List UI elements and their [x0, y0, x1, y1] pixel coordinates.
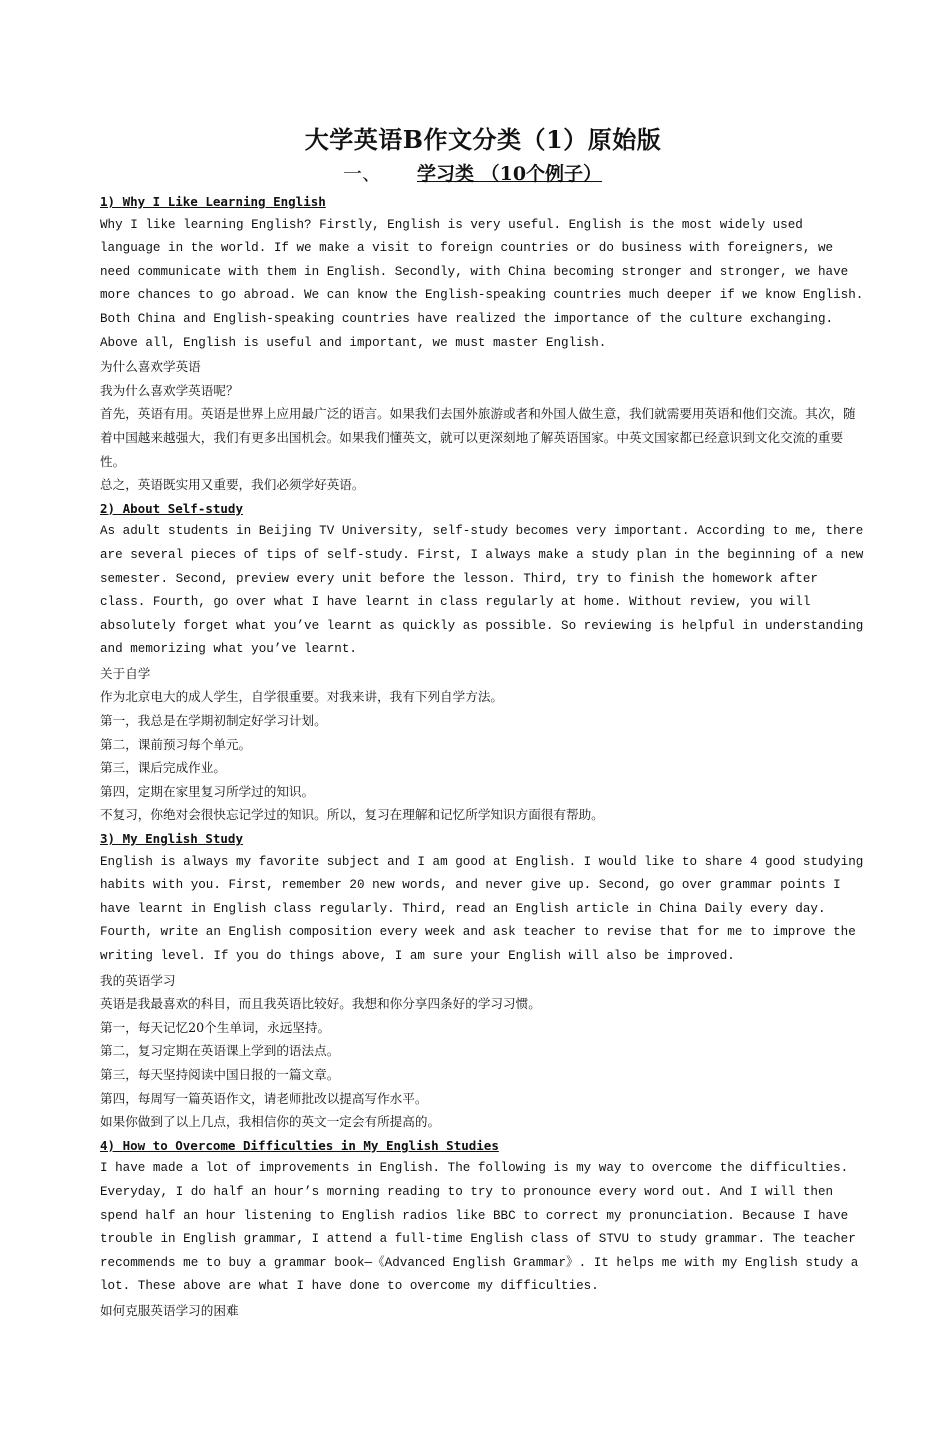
chinese-line: 第四，定期在家里复习所学过的知识。	[100, 783, 315, 799]
essay-list	[100, 190, 866, 1323]
chinese-line: 我为什么喜欢学英语呢？	[100, 382, 239, 398]
english-paragraph: As adult students in Beijing TV University, self-study becomes very important. According to me, there are several pieces of tips of self-study. First, I always make a study plan in the beginning of a new semester. Second, preview every unit before the lesson. Third, try to finish the homework after class. Fourth, go over what I have learnt in class regularly at home. Without review, you will absolutely forget what you’ve learnt as quickly as possible. So reviewing is helpful in understanding and memorizing what you’ve learnt.	[100, 524, 864, 657]
section-number: 一、	[343, 163, 382, 185]
chinese-line: 我的英语学习	[100, 972, 176, 988]
english-paragraph: English is always my favorite subject and I am good at English. I would like to share 4 good studying habits with you. First, remember 20 new words, and never give up. Second, go over grammar points I have learnt in English class regularly. Third, read an English article in China Daily every day. Fourth, write an English composition every week and ask teacher to revise that for me to improve the writing level. If you do things above, I am sure your English will also be improved.	[100, 854, 864, 963]
essay-title: 2) About Self-study	[100, 500, 243, 516]
essay-block	[100, 1134, 866, 1323]
chinese-line: 如果你做到了以上几点，我相信你的英文一定会有所提高的。	[100, 1114, 441, 1130]
chinese-line: 第三，每天坚持阅读中国日报的一篇文章。	[100, 1066, 340, 1082]
essay-block	[100, 827, 866, 1134]
chinese-line: 英语是我最喜欢的科目，而且我英语比较好。我想和你分享四条好的学习习惯。	[100, 996, 541, 1012]
essay-block	[100, 497, 866, 827]
chinese-line: 总之，英语既实用又重要，我们必须学好英语。	[100, 477, 365, 493]
chinese-line: 第四，每周写一篇英语作文，请老师批改以提高写作水平。	[100, 1090, 428, 1106]
chinese-line: 如何克服英语学习的困难	[100, 1302, 239, 1318]
english-paragraph: I have made a lot of improvements in English. The following is my way to overcome the difficulties. Everyday, I do half an hour’s morning reading to try to pronounce every word out. And I will then spend half an hour listening to English radios like BBC to correct my pronunciation. Because I have trouble in English grammar, I attend a full-time English class of STVU to study grammar. The teacher recommends me to buy a grammar book—《Advanced English Grammar》. It helps me with my English study a lot. These above are what I have done to overcome my difficulties.	[100, 1161, 859, 1294]
chinese-line: 第三，课后完成作业。	[100, 760, 226, 776]
chinese-line: 首先，英语有用。英语是世界上应用最广泛的语言。如果我们去国外旅游或者和外国人做生意，我们就需要用英语和他们交流。其次，随着中国越来越强大，我们有更多出国机会。如果我们懂英文，就可以更深刻地了解英语国家。中英文国家都已经意识到文化交流的重要性。	[100, 406, 856, 469]
chinese-line: 第一，我总是在学期初制定好学习计划。	[100, 713, 327, 729]
chinese-line: 不复习，你绝对会很快忘记学过的知识。所以，复习在理解和记忆所学知识方面很有帮助。	[100, 807, 604, 823]
chinese-line: 关于自学	[100, 665, 151, 681]
chinese-line: 作为北京电大的成人学生，自学很重要。对我来讲，我有下列自学方法。	[100, 689, 503, 705]
essay-title: 4) How to Overcome Difficulties in My English Studies	[100, 1137, 499, 1153]
essay-title: 1) Why I Like Learning English	[100, 194, 326, 209]
english-paragraph: Why I like learning English? Firstly, English is very useful. English is the most widely used language in the world. If we make a visit to foreign countries or do business with foreigners, we need communicate with them in English. Secondly, with China becoming stronger and stronger, we have more chances to go abroad. We can know the English-speaking countries much deeper if we know English. Both China and English-speaking countries have realized the importance of the culture exchanging. Above all, English is useful and important, we must master English.	[100, 217, 864, 350]
chinese-line: 为什么喜欢学英语	[100, 359, 201, 375]
section-heading	[100, 158, 866, 190]
section-title: 学习类 （10个例子）	[417, 163, 603, 185]
chinese-line: 第二，复习定期在英语课上学到的语法点。	[100, 1043, 340, 1059]
chinese-line: 第一，每天记忆20个生单词，永远坚持。	[100, 1019, 331, 1035]
chinese-line: 第二，课前预习每个单元。	[100, 736, 252, 752]
document-page	[100, 122, 866, 1323]
essay-title: 3) My English Study	[100, 831, 243, 847]
document-title: 大学英语B作文分类（1）原始版	[304, 125, 662, 154]
essay-block	[100, 190, 866, 497]
